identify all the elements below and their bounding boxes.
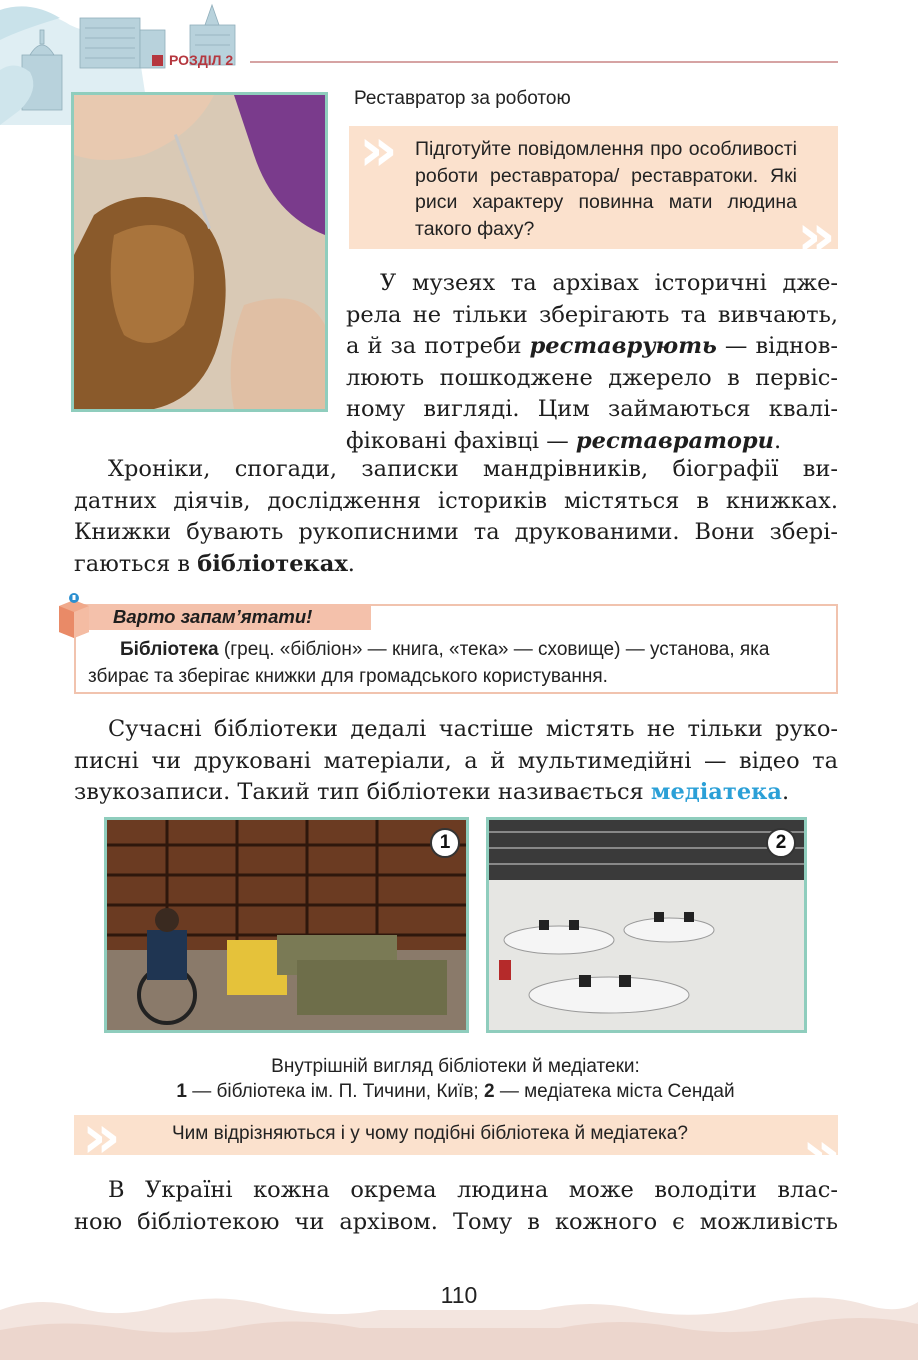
info-cube-icon [57,592,91,638]
section-label: РОЗДІЛ 2 [169,52,234,68]
section-marker [152,55,163,66]
quote-close-icon: » [802,1118,841,1188]
text-line: У музеях та архівах історичні дже- [380,270,838,296]
text-line: Книжки бувають рукописними та друкованими. Вони збері- [74,519,838,545]
paragraph-books [74,454,838,580]
term-restore: реставрують [529,333,717,359]
question-text: Чим відрізняються і у чому подібні бібліотека й медіатека? [172,1123,688,1144]
quote-open-icon: » [82,1102,121,1172]
paragraph-restoration [346,268,838,457]
restorer-photo [71,92,328,412]
question-box [349,115,838,271]
text-line: Сучасні бібліотеки дедалі частіше містять не тільки руко- [108,716,838,742]
library-photo [104,817,469,1033]
caption-line: 1 — бібліотека ім. П. Тичини, Київ; 2 — медіатека міста Сендай [176,1081,735,1102]
term-mediateka: медіатека [650,779,782,805]
term-restorers: реставратори [575,427,775,454]
quote-open-icon: » [359,115,398,185]
text-line: В Україні кожна окрема людина може володіти влас- [108,1177,838,1203]
photo-number-badge: 1 [430,828,460,858]
mediateka-photo [486,817,807,1033]
header-rule [250,61,838,63]
photo-number-badge: 2 [766,828,796,858]
term-libraries: бібліотеках [197,550,348,577]
text-line: Хроніки, спогади, записки мандрівників, біографії ви- [108,456,838,482]
question-box [74,1102,841,1188]
paragraph-personal-library [74,1175,838,1238]
text-line: звукозаписи. Такий тип бібліотеки називається медіатека. [74,779,790,805]
text-line: фіковані фахівці — реставратори. [346,427,782,454]
remember-title: Варто запам’ятати! [113,606,313,627]
question-text: Підготуйте повідомлення про особливості роботи реставратора/ реставратоки. Які риси характеру повинна мати людина такого фаху? [415,138,797,240]
term-library: Бібліотека [120,639,219,660]
text-line: гаються в бібліотеках. [74,550,355,577]
page-number: 110 [440,1282,478,1308]
text-line: ною бібліотекою чи архівом. Тому в кожного є можливість [74,1208,838,1235]
caption-line: Внутрішній вигляд бібліотеки й медіатеки: [271,1056,640,1077]
text-line: рела не тільки зберігають та вивчають, [346,301,838,328]
photos-caption [104,1054,807,1104]
text-line: люють пошкоджене джерело в первіс- [346,364,838,391]
restorer-caption: Реставратор за роботою [354,88,571,109]
quote-close-icon: » [797,201,836,271]
text-line: писні чи друковані матеріали, а й мультимедійні — відео та [74,747,838,774]
text-line: датних діячів, дослідження істориків містяться в книжках. [74,487,838,514]
text-line: ному вигляді. Цим займаються квалі- [346,396,838,422]
paragraph-mediateka [74,714,838,809]
text-line: а й за потреби реставрують — віднов- [346,333,838,359]
remember-definition: Бібліотека (грец. «бібліон» — книга, «тека» — сховище) — установа, яка збирає та зберігає книжки для громадського користування. [88,639,770,687]
